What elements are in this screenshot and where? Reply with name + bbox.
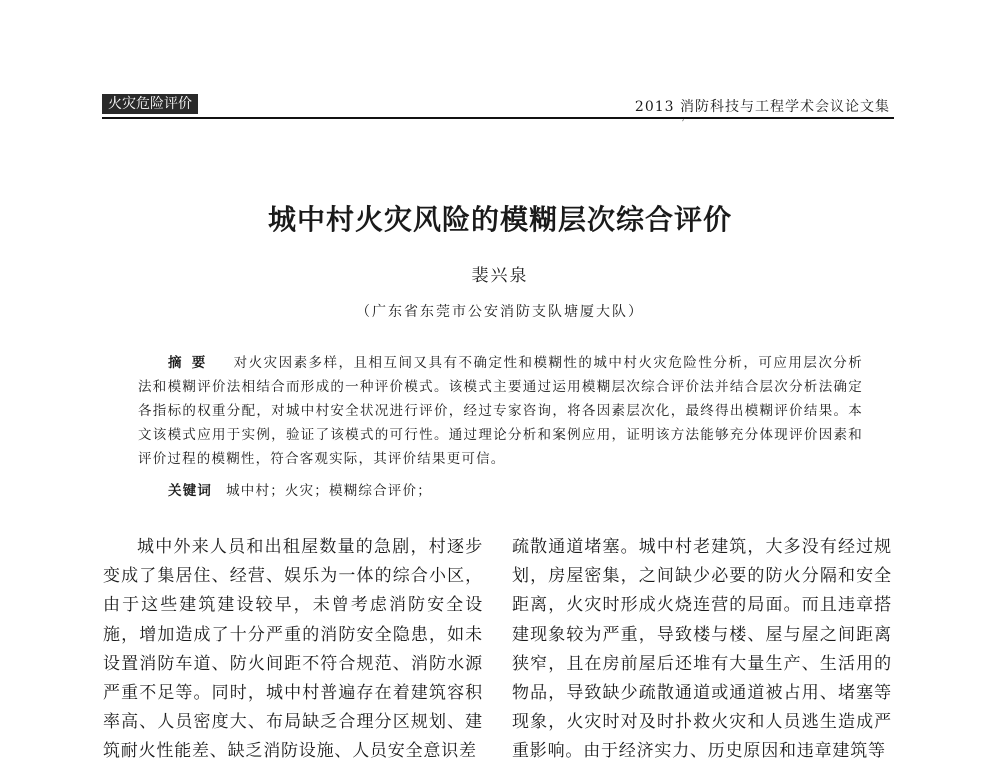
paper-author: 裴兴泉 [471, 266, 529, 286]
abstract-text: 对火灾因素多样，且相互间又具有不确定性和模糊性的城中村火灾危险性分析，可应用层次分析法和模糊评价法相结合而形成的一种评价模式。该模式主要通过运用模糊层次综合评价法并结合层次分析法确定各指标的权重分配，对城中村安全状况进行评价，经过专家咨询，将各因素层次化，最终得出模糊评价结果。本文该模式应用于实例，验证了该模式的可行性。通过理论分析和案例应用，证明该方法能够充分体现评价因素和评价过程的模糊性，符合客观实际，其评价结果更可信。 [138, 355, 864, 467]
keywords-text: 城中村；火灾；模糊综合评价； [226, 483, 432, 499]
paper-title: 城中村火灾风险的模糊层次综合评价 [267, 203, 732, 236]
keywords [168, 480, 868, 502]
body-column-right: 疏散通道堵塞。城中村老建筑，大多没有经过规划，房屋密集，之间缺少必要的防火分隔和安全距离，火灾时形成火烧连营的局面。而且违章搭建现象较为严重，导致楼与楼、屋与屋之间距离狭窄，且在房前屋后还堆有大量生产、生活用的物品，导致缺少疏散通道或通道被占用、堵塞等现象，火灾时对及时扑救火灾和人员逃生造成严重影响。由于经济实力、历史原因和违章建筑等 [512, 537, 892, 762]
keywords-label: 关键词 [168, 483, 213, 499]
header-mark: ′ [682, 119, 685, 130]
section-tag: 火灾危险评价 [102, 94, 198, 114]
abstract-label: 摘要 [168, 355, 216, 371]
body-column-left: 城中外来人员和出租屋数量的急剧，村逐步变成了集居住、经营、娱乐为一体的综合小区，由于这些建筑建设较早，未曾考虑消防安全设施，增加造成了十分严重的消防安全隐患，如未设置消防车道、防火间距不符合规范、消防水源严重不足等。同时，城中村普遍存在着建筑容积率高、人员密度大、布局缺乏合理分区规划、建筑耐火性能差、缺乏消防设施、人员安全意识差 [103, 537, 483, 762]
page-header [102, 91, 894, 130]
abstract [138, 351, 863, 471]
paper-affiliation: （广东省东莞市公安消防支队塘厦大队） [356, 304, 644, 320]
running-head: 2013 消防科技与工程学术会议论文集 [634, 99, 890, 115]
